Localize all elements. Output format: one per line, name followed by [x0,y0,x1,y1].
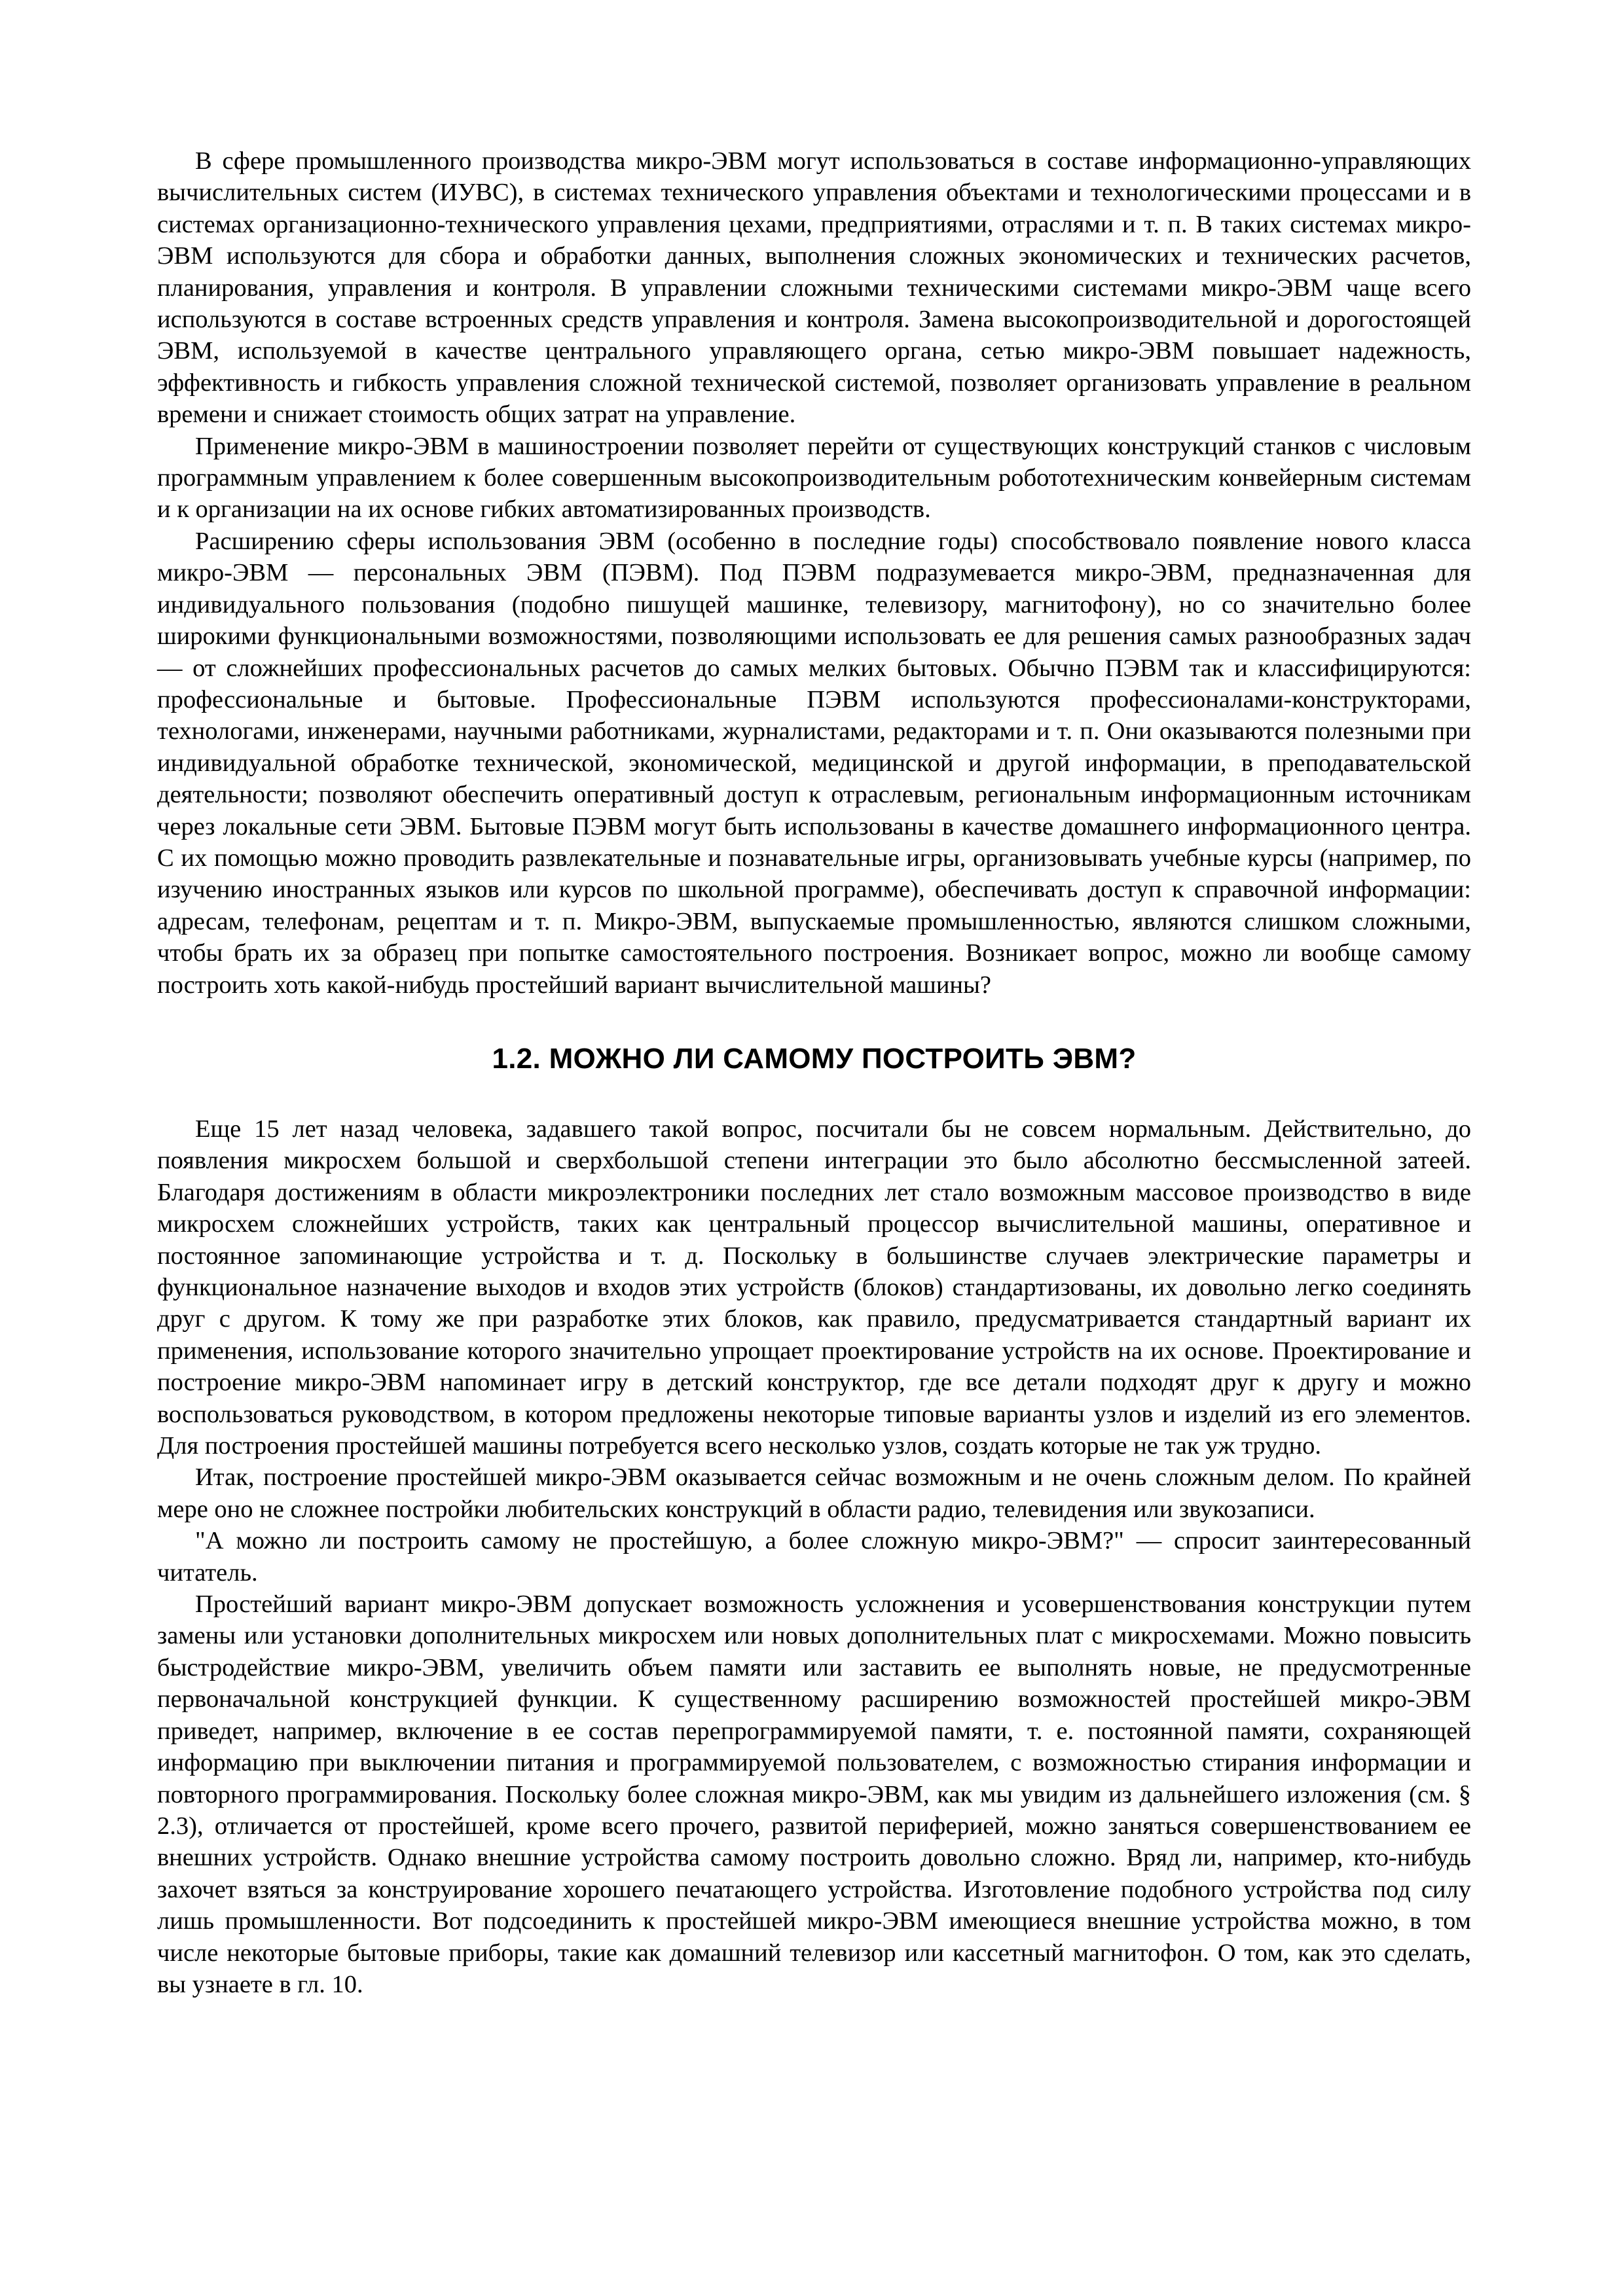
paragraph-simple-build-possible: Итак, построение простейшей микро-ЭВМ оказывается сейчас возможным и не очень сложным делом. По крайней мере оно не сложнее постройки любительских конструкций в области радио, телевидения или звукозаписи. [157,1463,1471,1523]
section-heading: 1.2. МОЖНО ЛИ САМОМУ ПОСТРОИТЬ ЭВМ? [492,1042,1137,1075]
paragraph-fifteen-years-ago: Еще 15 лет назад человека, задавшего такой вопрос, посчитали бы не совсем нормальным. Действительно, до появления микросхем большой и сверхбольшой степени интеграции это было абсолютно бессмысленной затеей. Благодаря достижениям в области микроэлектроники последних лет стало возможным массовое производство в виде микросхем сложнейших устройств, таких как центральный процессор вычислительной машины, оперативное и постоянное запоминающие устройства и т. д. Поскольку в большинстве случаев электрические параметры и функциональное назначение выходов и входов этих устройств (блоков) стандартизованы, их довольно легко соединять друг с другом. К тому же при разработке этих блоков, как правило, предусматривается стандартный вариант их применения, использование которого значительно упрощает проектирование устройств на их основе. Проектирование и построение микро-ЭВМ напоминает игру в детский конструктор, где все детали подходят друг к другу и можно воспользоваться руководством, в котором предложены некоторые типовые варианты узлов и изделий из его элементов. Для построения простейшей машины потребуется всего несколько узлов, создать которые не так уж трудно. [157,1115,1471,1460]
paragraph-industrial-use: В сфере промышленного производства микро-ЭВМ могут использоваться в составе информационно-управляющих вычислительных систем (ИУВС), в системах технического управления объектами и технологическими процессами и в системах организационно-технического управления цехами, предприятиями, отраслями и т. п. В таких системах микро-ЭВМ используются для сбора и обработки данных, выполнения сложных экономических и технических расчетов, планирования, управления и контроля. В управлении сложными техническими системами микро-ЭВМ чаще всего используются в составе встроенных средств управления и контроля. Замена высокопроизводительной и дорогостоящей ЭВМ, используемой в качестве центрального управляющего органа, сетью микро-ЭВМ повышает надежность, эффективность и гибкость управления сложной технической системой, позволяет организовать управление в реальном времени и снижает стоимость общих затрат на управление. [157,147,1471,429]
paragraph-upgrades: Простейший вариант микро-ЭВМ допускает возможность усложнения и усовершенствования конструкции путем замены или установки дополнительных микросхем или новых дополнительных плат с микросхемами. Можно повысить быстродействие микро-ЭВМ, увеличить объем памяти или заставить ее выполнять новые, не предусмотренные первоначальной конструкцией функции. К существенному расширению возможностей простейшей микро-ЭВМ приведет, например, включение в ее состав перепрограммируемой памяти, т. е. постоянной памяти, сохраняющей информацию при выключении питания и программируемой пользователем, с возможностью стирания информации и повторного программирования. Поскольку более сложная микро-ЭВМ, как мы увидим из дальнейшего изложения (см. § 2.3), отличается от простейшей, кроме всего прочего, развитой периферией, можно заняться совершенствованием ее внешних устройств. Однако внешние устройства самому построить довольно сложно. Вряд ли, например, кто-нибудь захочет взяться за конструирование хорошего печатающего устройства. Изготовление подобного устройства под силу лишь промышленности. Вот подсоединить к простейшей микро-ЭВМ имеющиеся внешние устройства можно, в том числе некоторые бытовые приборы, такие как домашний телевизор или кассетный магнитофон. О том, как это сделать, вы узнаете в гл. 10. [157,1590,1471,1998]
paragraph-reader-question: "А можно ли построить самому не простейшую, а более сложную микро-ЭВМ?" — спросит заинтересованный читатель. [157,1527,1471,1587]
paragraph-machine-building: Применение микро-ЭВМ в машиностроении позволяет перейти от существующих конструкций станков с числовым программным управлением к более совершенным высокопроизводительным робототехническим конвейерным системам и к организации на их основе гибких автоматизированных производств. [157,432,1471,524]
paragraph-personal-computers: Расширению сферы использования ЭВМ (особенно в последние годы) способствовало появление нового класса микро-ЭВМ — персональных ЭВМ (ПЭВМ). Под ПЭВМ подразумевается микро-ЭВМ, предназначенная для индивидуального пользования (подобно пишущей машинке, телевизору, магнитофону), но со значительно более широкими функциональными возможностями, позволяющими использовать ее для решения самых разнообразных задач — от сложнейших профессиональных расчетов до самых мелких бытовых. Обычно ПЭВМ так и классифицируются: профессиональные и бытовые. Профессиональные ПЭВМ используются профессионалами-конструкторами, технологами, инженерами, научными работниками, журналистами, редакторами и т. п. Они оказываются полезными при индивидуальной обработке технической, экономической, медицинской и другой информации, в преподавательской деятельности; позволяют обеспечить оперативный доступ к отраслевым, региональным информационным источникам через локальные сети ЭВМ. Бытовые ПЭВМ могут быть использованы в качестве домашнего информационного центра. С их помощью можно проводить развлекательные и познавательные игры, организовывать учебные курсы (например, по изучению иностранных языков или курсов по школьной программе), обеспечивать доступ к справочной информации: адресам, телефонам, рецептам и т. п. Микро-ЭВМ, выпускаемые промышленностью, являются слишком сложными, чтобы брать их за образец при попытке самостоятельного построения. Возникает вопрос, можно ли вообще самому построить хоть какой-нибудь простейший вариант вычислительной машины? [157,527,1471,999]
